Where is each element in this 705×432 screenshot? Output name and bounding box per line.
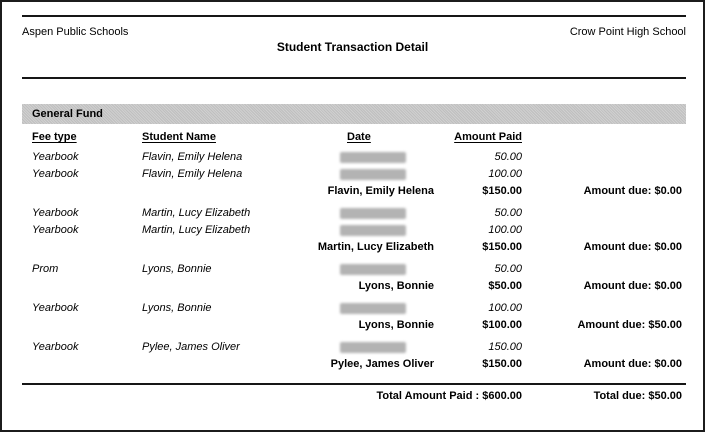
subtotal-student-name: Flavin, Emily Helena	[327, 185, 434, 197]
subtotal-amount-due: Amount due: $0.00	[583, 185, 682, 197]
transaction-group	[22, 300, 686, 334]
school-name: Crow Point High School	[569, 26, 686, 38]
transaction-group	[22, 339, 686, 373]
amount-paid-cell: 100.00	[488, 168, 522, 180]
subtotal-student-name: Lyons, Bonnie	[358, 319, 434, 331]
subtotal-student-name: Lyons, Bonnie	[358, 280, 434, 292]
date-redacted-blur	[340, 152, 406, 163]
subtotal-row	[22, 317, 686, 334]
transaction-row	[22, 261, 686, 278]
subtotal-row	[22, 183, 686, 200]
subtotal-row	[22, 356, 686, 373]
date-redacted-blur	[340, 342, 406, 353]
amount-paid-cell: 50.00	[494, 263, 522, 275]
fund-label: General Fund	[32, 108, 103, 120]
date-redacted-blur	[340, 225, 406, 236]
subtotal-amount-due: Amount due: $0.00	[583, 280, 682, 292]
top-rule	[22, 15, 686, 17]
amount-paid-cell: 100.00	[488, 302, 522, 314]
column-header-fee-type: Fee type	[32, 131, 77, 143]
transaction-row	[22, 222, 686, 239]
transaction-row	[22, 205, 686, 222]
fee-type-cell: Yearbook	[32, 168, 79, 180]
transaction-group	[22, 261, 686, 295]
header-divider-rule	[22, 77, 686, 79]
amount-paid-cell: 150.00	[488, 341, 522, 353]
subtotal-student-name: Pylee, James Oliver	[330, 358, 434, 370]
amount-paid-cell: 50.00	[494, 151, 522, 163]
subtotal-amount-paid: $150.00	[482, 241, 522, 253]
total-amount-due: Total due: $50.00	[593, 390, 682, 402]
total-amount-paid: Total Amount Paid : $600.00	[376, 390, 522, 402]
transaction-group	[22, 149, 686, 200]
student-name-cell: Flavin, Emily Helena	[142, 168, 243, 180]
column-header-student-name: Student Name	[142, 131, 216, 143]
date-redacted-blur	[340, 208, 406, 219]
student-name-cell: Martin, Lucy Elizabeth	[142, 207, 251, 219]
date-redacted-blur	[340, 264, 406, 275]
report-title: Student Transaction Detail	[276, 40, 429, 54]
subtotal-row	[22, 239, 686, 256]
table-column-headers	[22, 131, 686, 149]
district-name: Aspen Public Schools	[22, 26, 129, 38]
subtotal-amount-paid: $100.00	[482, 319, 522, 331]
transaction-row	[22, 339, 686, 356]
subtotal-amount-paid: $150.00	[482, 185, 522, 197]
student-name-cell: Martin, Lucy Elizabeth	[142, 224, 251, 236]
subtotal-student-name: Martin, Lucy Elizabeth	[317, 241, 434, 253]
student-name-cell: Lyons, Bonnie	[142, 263, 212, 275]
amount-paid-cell: 50.00	[494, 207, 522, 219]
fee-type-cell: Yearbook	[32, 302, 79, 314]
student-name-cell: Pylee, James Oliver	[142, 341, 240, 353]
subtotal-amount-due: Amount due: $0.00	[583, 241, 682, 253]
subtotal-amount-due: Amount due: $50.00	[577, 319, 682, 331]
transaction-row	[22, 166, 686, 183]
fee-type-cell: Yearbook	[32, 207, 79, 219]
amount-paid-cell: 100.00	[488, 224, 522, 236]
date-redacted-blur	[340, 303, 406, 314]
transaction-row	[22, 149, 686, 166]
student-name-cell: Flavin, Emily Helena	[142, 151, 243, 163]
fee-type-cell: Yearbook	[32, 224, 79, 236]
date-redacted-blur	[340, 169, 406, 180]
column-header-amount-paid: Amount Paid	[454, 131, 522, 143]
fund-section-band	[22, 104, 686, 124]
subtotal-row	[22, 278, 686, 295]
transaction-group	[22, 205, 686, 256]
transaction-row	[22, 300, 686, 317]
column-header-date: Date	[347, 131, 371, 143]
fee-type-cell: Yearbook	[32, 341, 79, 353]
student-name-cell: Lyons, Bonnie	[142, 302, 212, 314]
totals-divider-rule	[22, 383, 686, 385]
fee-type-cell: Yearbook	[32, 151, 79, 163]
subtotal-amount-paid: $150.00	[482, 358, 522, 370]
report-totals	[22, 390, 686, 407]
transaction-table-body	[22, 149, 686, 378]
report-header	[22, 26, 686, 39]
fee-type-cell: Prom	[32, 263, 59, 275]
subtotal-amount-due: Amount due: $0.00	[583, 358, 682, 370]
subtotal-amount-paid: $50.00	[488, 280, 522, 292]
